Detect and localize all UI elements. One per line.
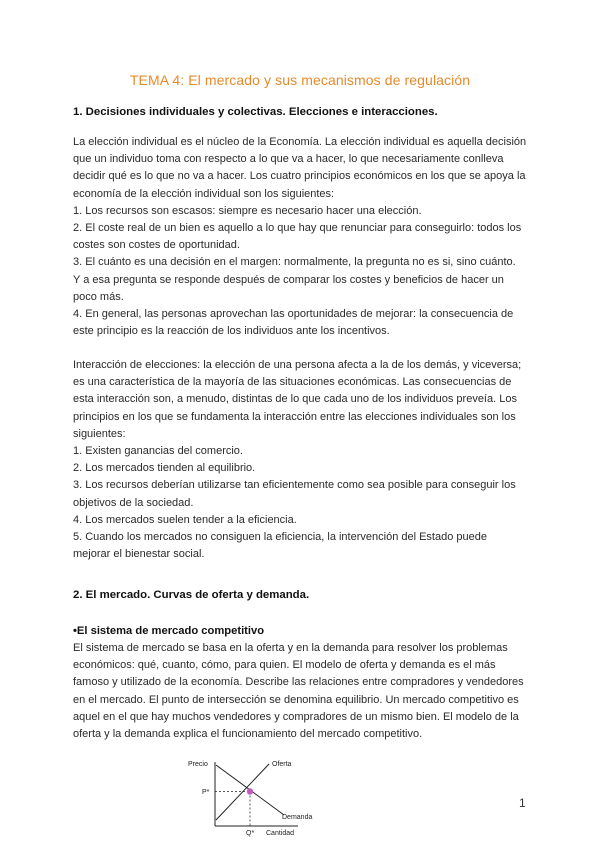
text-line: La elección individual es el núcleo de la Economía. La elección individual es aquella decisión [73,136,527,148]
list-item: 4. Los mercados suelen tender a la eficiencia. [73,513,297,526]
text-line: aquel en el que hay muchos vendedores y compradores de un mismo bien. El modelo de la [73,710,519,723]
text-line: famoso y utilizado de la economía. Describe las relaciones entre compradores y vendedores [73,676,524,689]
supply-label: Oferta [272,761,292,768]
section-1-heading: 1. Decisiones individuales y colectivas. Elecciones e interacciones. [73,106,438,118]
supply-curve [216,764,269,820]
demand-label: Demanda [282,814,313,821]
section-2-heading: 2. El mercado. Curvas de oferta y demanda. [73,589,310,601]
price-axis-label: Precio [188,761,208,768]
supply-demand-diagram [188,754,338,846]
text-line: El sistema de mercado se basa en la oferta y en la demanda para resolver los problemas [73,642,508,654]
list-item: 4. En general, las personas aprovechan las oportunidades de mejorar: la consecuencia de [73,308,514,321]
text-line: este principio es la reacción de los individuos ante los incentivos. [73,325,390,338]
text-line: economía de la elección individual son los siguientes: [73,187,335,200]
list-item: 3. Los recursos deberían utilizarse tan eficientemente como sea posible para conseguir los [73,479,516,492]
text-line: Y a esa pregunta se responde después de comparar los costes y beneficios de hacer un [73,273,504,286]
list-item: 5. Cuando los mercados no consiguen la eficiencia, la intervención del Estado puede [73,531,487,544]
text-line: esta interacción son, a menudo, distintas de lo que cada uno de los individuos preveía. Los [73,393,517,406]
section-1-paragraph-1 [73,134,533,340]
list-item: 2. El coste real de un bien es aquello a lo que hay que renunciar para conseguirlo: todos los [73,222,522,235]
text-line: principios en los que se fundamenta la interacción entre las elecciones individuales son los [73,410,516,423]
text-line: mejorar el bienestar social. [73,548,205,561]
equilibrium-price-label: P* [202,789,210,796]
section-1-paragraph-2 [73,357,533,563]
document-title: TEMA 4: El mercado y sus mecanismos de regulación [129,72,471,88]
text-line: poco más. [73,290,124,303]
equilibrium-point [247,788,253,794]
section-2-subheading: •El sistema de mercado competitivo [73,625,265,637]
section-2-paragraph [73,640,533,743]
equilibrium-quantity-label: Q* [246,830,255,837]
list-item: 1. Los recursos son escasos: siempre es necesario hacer una elección. [73,204,422,217]
text-line: objetivos de la sociedad. [73,496,194,509]
text-line: siguientes: [73,427,126,440]
quantity-axis-label: Cantidad [266,830,295,837]
text-line: costes son costes de oportunidad. [73,239,240,252]
text-line: es una característica de la mayoría de las situaciones económicas. Las consecuencias de [73,376,512,389]
list-item: 2. Los mercados tienden al equilibrio. [73,462,256,475]
text-line: en el mercado. El punto de intersección se denomina equilibrio. Un mercado competitivo es [73,693,519,706]
text-line: Interacción de elecciones: la elección de una persona afecta a la de los demás, y viceversa; [73,359,522,371]
text-line: económicos: qué, cuanto, cómo, para quien. El modelo de oferta y demanda es el más [73,659,496,672]
text-line: decidir qué es lo que no va a hacer. Los cuatro principios económicos en los que se apoya la [73,170,526,183]
list-item: 3. El cuánto es una decisión en el margen: normalmente, la pregunta no es si, sino cuánto. [73,256,516,269]
text-line: oferta y la demanda explica el funcionamiento del mercado competitivo. [73,728,423,741]
list-item: 1. Existen ganancias del comercio. [73,445,243,458]
page-number: 1 [519,796,526,810]
text-line: que un individuo toma con respecto a lo que va a hacer, lo que necesariamente conlleva [73,153,504,166]
